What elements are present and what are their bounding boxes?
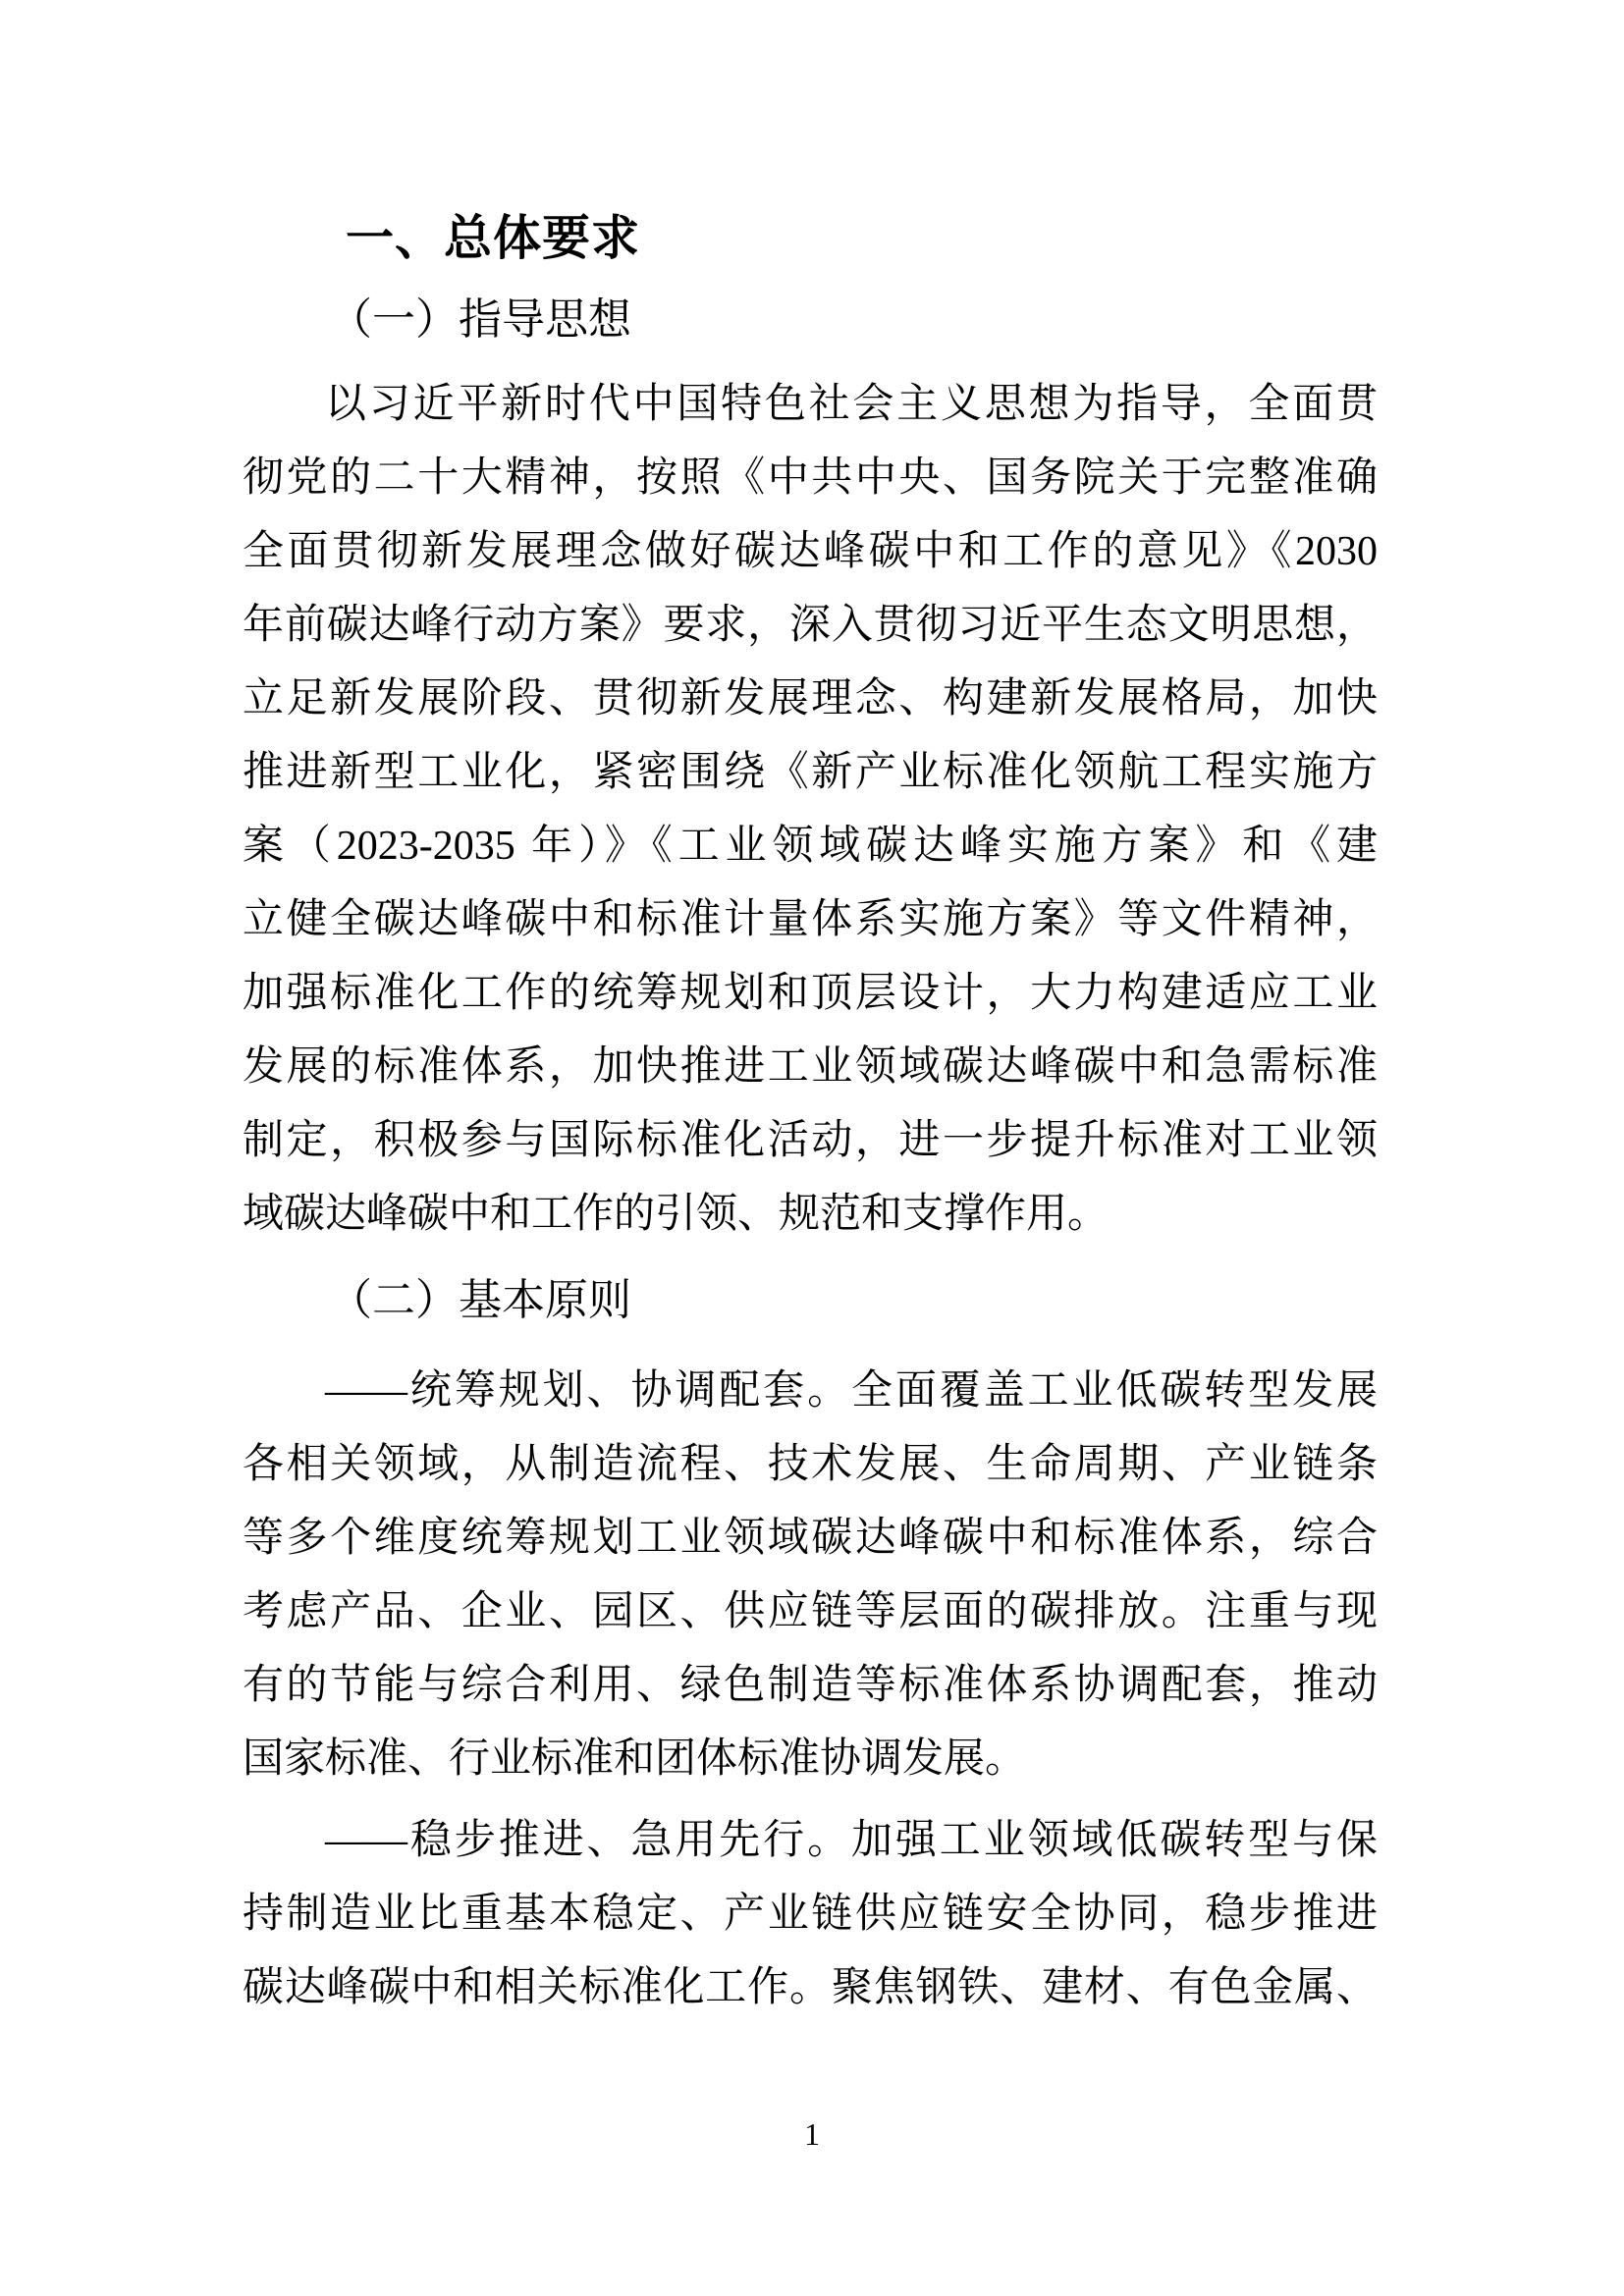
text-line: 全面贯彻新发展理念做好碳达峰碳中和工作的意见》《2030	[243, 529, 1378, 574]
text-line: 等多个维度统筹规划工业领域碳达峰碳中和标准体系，综合	[243, 1516, 1378, 1561]
text-line: ——稳步推进、急用先行。加强工业领域低碳转型与保	[325, 1818, 1378, 1863]
text-line: ——统筹规划、协调配套。全面覆盖工业低碳转型发展	[325, 1368, 1378, 1414]
text-line: 立足新发展阶段、贯彻新发展理念、构建新发展格局，加快	[243, 676, 1378, 721]
paragraph-principle-overall-planning	[243, 1355, 1378, 1796]
text-line: 各相关领域，从制造流程、技术发展、生命周期、产业链条	[243, 1442, 1378, 1487]
paragraph-principle-steady-advance	[243, 1804, 1378, 2025]
text-line: 彻党的二十大精神，按照《中共中央、国务院关于完整准确	[243, 455, 1378, 501]
text-line: 国家标准、行业标准和团体标准协调发展。	[243, 1736, 1027, 1782]
text-line: 有的节能与综合利用、绿色制造等标准体系协调配套，推动	[243, 1663, 1378, 1708]
text-line: 制定，积极参与国际标准化活动，进一步提升标准对工业领	[243, 1118, 1378, 1163]
text-line: 案（2023-2035 年）》《工业领域碳达峰实施方案》和《建	[243, 824, 1378, 869]
page-content	[243, 194, 1378, 2025]
page-number: 1	[804, 2116, 820, 2152]
text-line: 立健全碳达峰碳中和标准计量体系实施方案》等文件精神，	[243, 897, 1378, 942]
text-line: 以习近平新时代中国特色社会主义思想为指导，全面贯	[325, 382, 1378, 427]
text-line: 持制造业比重基本稳定、产业链供应链安全协同，稳步推进	[243, 1892, 1378, 1937]
subsection-heading-basic-principles: （二）基本原则	[329, 1276, 631, 1324]
paragraph-guiding-ideology	[243, 368, 1378, 1252]
text-line: 考虑产品、企业、园区、供应链等层面的碳排放。注重与现	[243, 1589, 1378, 1634]
subsection-heading-guiding-ideology: （一）指导思想	[329, 295, 631, 344]
text-line: 年前碳达峰行动方案》要求，深入贯彻习近平生态文明思想，	[243, 603, 1378, 648]
text-line: 碳达峰碳中和相关标准化工作。聚焦钢铁、建材、有色金属、	[243, 1965, 1378, 2010]
text-line: 域碳达峰碳中和工作的引领、规范和支撑作用。	[243, 1192, 1110, 1237]
section-title: 一、总体要求	[346, 212, 641, 265]
text-line: 发展的标准体系，加快推进工业领域碳达峰碳中和急需标准	[243, 1044, 1378, 1090]
text-line: 推进新型工业化，紧密围绕《新产业标准化领航工程实施方	[243, 750, 1378, 795]
text-line: 加强标准化工作的统筹规划和顶层设计，大力构建适应工业	[243, 971, 1378, 1016]
